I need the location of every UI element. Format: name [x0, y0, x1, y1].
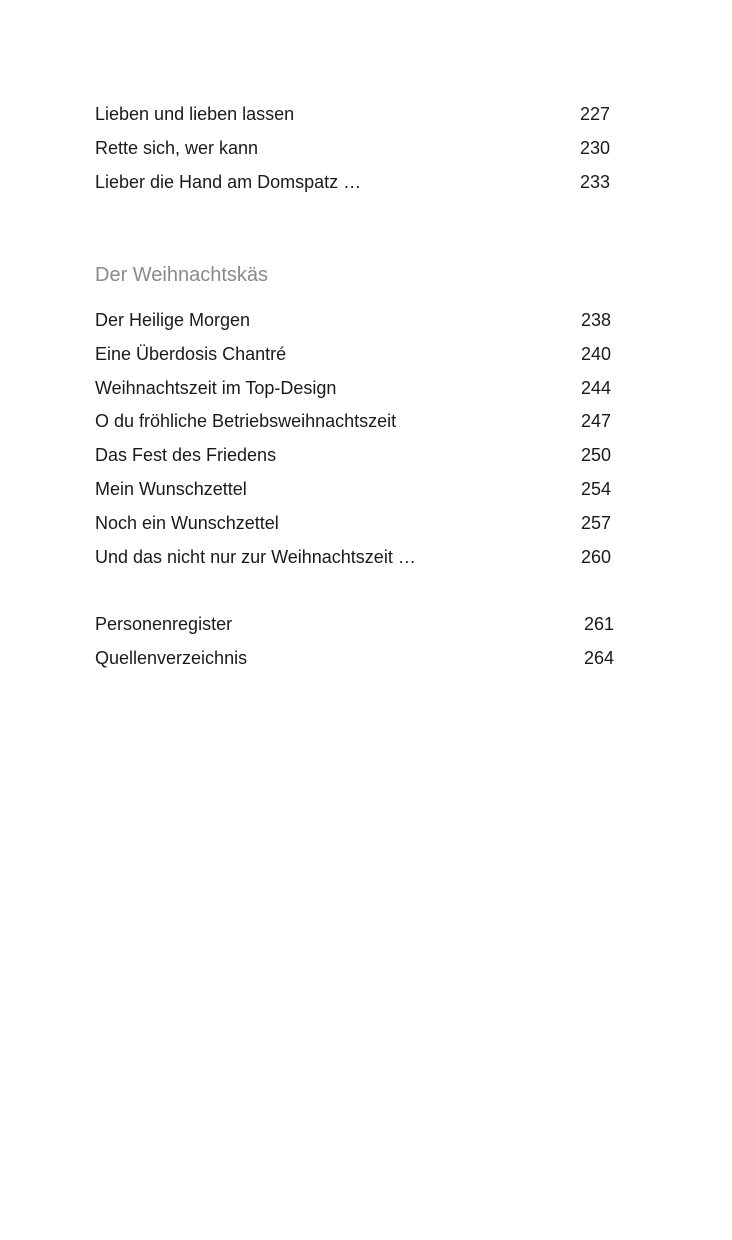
toc-entry-title: Der Heilige Morgen: [95, 310, 251, 330]
toc-entry-title: Quellenverzeichnis: [95, 647, 248, 668]
toc-entry-page: 247: [580, 411, 611, 432]
toc-block-weihnachtskaes: [95, 304, 611, 574]
toc-entry: [95, 166, 610, 200]
toc-entry-page: 257: [580, 512, 611, 533]
toc-entry: [95, 642, 614, 676]
toc-entry: [95, 405, 611, 439]
toc-entry-title: Eine Überdosis Chantré: [95, 343, 287, 364]
toc-entry: [95, 439, 611, 473]
toc-entry-page: 227: [579, 104, 610, 124]
toc-entry: [95, 608, 614, 642]
toc-entry-title: Das Fest des Friedens: [95, 445, 277, 466]
toc-entry: [95, 304, 611, 338]
toc-entry: [95, 98, 610, 132]
toc-entry-title: Lieben und lieben lassen: [95, 104, 295, 124]
toc-entry-page: 260: [580, 546, 611, 567]
toc-block-appendix: [95, 608, 614, 676]
toc-entry-title: O du fröhliche Betriebsweihnachtszeit: [95, 411, 397, 432]
toc-entry-page: 261: [583, 614, 614, 634]
toc-entry-title: Weihnachtszeit im Top-Design: [95, 377, 337, 398]
toc-entry-title: Rette sich, wer kann: [95, 137, 259, 158]
toc-entry-page: 264: [583, 647, 614, 668]
toc-entry: [95, 473, 611, 507]
toc-block-previous-chapter: [95, 98, 610, 199]
toc-entry-title: Und das nicht nur zur Weihnachtszeit …: [95, 546, 416, 567]
toc-entry-page: 244: [580, 377, 611, 398]
section-heading: Der Weihnachtskäs: [95, 264, 269, 286]
toc-entry: [95, 132, 610, 166]
toc-entry-page: 238: [580, 310, 611, 330]
toc-entry-page: 230: [579, 137, 610, 158]
toc-entry-page: 240: [580, 343, 611, 364]
toc-entry-page: 233: [579, 171, 610, 192]
toc-entry-title: Lieber die Hand am Domspatz …: [95, 171, 362, 192]
toc-entry-title: Personenregister: [95, 614, 233, 634]
toc-entry-title: Noch ein Wunschzettel: [95, 512, 279, 533]
toc-entry-title: Mein Wunschzettel: [95, 478, 247, 499]
toc-entry: [95, 338, 611, 372]
toc-entry-page: 250: [580, 445, 611, 466]
toc-entry: [95, 541, 611, 575]
toc-entry: [95, 507, 611, 541]
toc-entry: [95, 372, 611, 406]
toc-entry-page: 254: [580, 478, 611, 499]
